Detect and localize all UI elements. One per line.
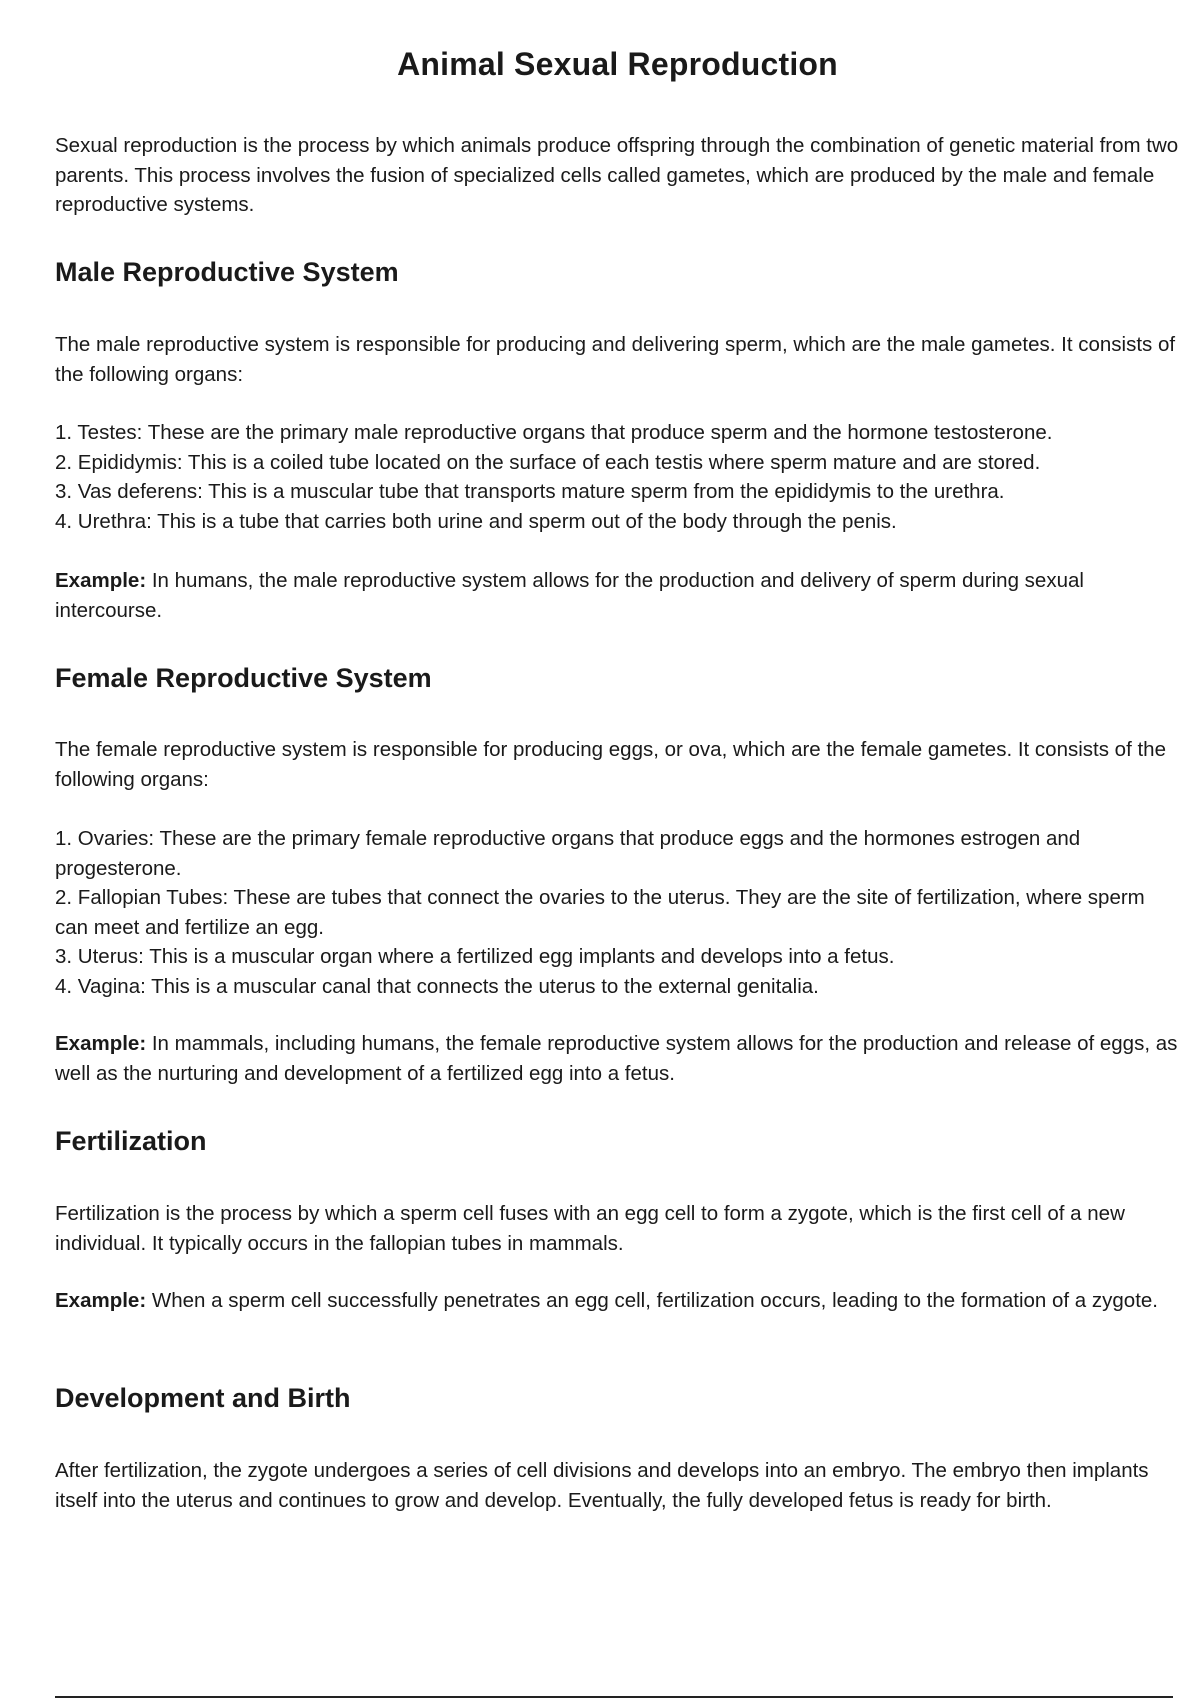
male-description: The male reproductive system is responsible for producing and delivering sperm, which are the male gametes. It consists of the following organs: [55,333,1176,386]
female-description: The female reproductive system is responsible for producing eggs, or ova, which are the female gametes. It consists of the following organs: [55,738,1166,791]
female-example [55,1029,1180,1088]
intro-paragraph: Sexual reproduction is the process by which animals produce offspring through the combination of genetic material from two parents. This process involves the fusion of specialized cells called gametes, which are produced by the male and female reproductive systems. [55,134,1179,216]
male-organs-list [55,418,1180,536]
fertilization-example [55,1286,1180,1316]
fertilization-description: Fertilization is the process by which a sperm cell fuses with an egg cell to form a zygote, which is the first cell of a new individual. It typically occurs in the fallopian tubes in mammals. [55,1202,1125,1255]
list-item: 3. Vas deferens: This is a muscular tube that transports mature sperm from the epididymis to the urethra. [55,480,1005,503]
development-heading: Development and Birth [55,1383,351,1413]
example-label: Example: [55,1032,147,1055]
male-section-heading: Male Reproductive System [55,257,399,287]
list-item: 2. Epididymis: This is a coiled tube located on the surface of each testis where sperm mature and are stored. [55,450,1041,474]
example-label: Example: [55,569,147,592]
list-item: 4. Urethra: This is a tube that carries both urine and sperm out of the body through the penis. [55,509,897,533]
list-item: 2. Fallopian Tubes: These are tubes that connect the ovaries to the uterus. They are the site of fertilization, where sperm can meet and fertilize an egg. [55,886,1145,939]
female-organs-list [55,824,1180,1001]
footer-divider [55,1696,1173,1698]
male-example [55,566,1180,625]
example-text: When a sperm cell successfully penetrates an egg cell, fertilization occurs, leading to the formation of a zygote. [146,1289,1159,1312]
female-section-heading: Female Reproductive System [55,663,432,693]
list-item: 3. Uterus: This is a muscular organ where a fertilized egg implants and develops into a fetus. [55,945,895,968]
list-item: 4. Vagina: This is a muscular canal that connects the uterus to the external genitalia. [55,974,819,998]
example-label: Example: [55,1289,147,1312]
development-description: After fertilization, the zygote undergoes a series of cell divisions and develops into an embryo. The embryo then implants itself into the uterus and continues to grow and develop. Eventually, the fully developed fetus is ready for birth. [55,1459,1149,1512]
page-title: Animal Sexual Reproduction [397,46,838,82]
list-item: 1. Ovaries: These are the primary female reproductive organs that produce eggs and the hormones estrogen and progesterone. [55,827,1081,880]
fertilization-heading: Fertilization [55,1126,207,1156]
example-text: In humans, the male reproductive system allows for the production and delivery of sperm during sexual intercourse. [55,569,1084,622]
list-item: 1. Testes: These are the primary male reproductive organs that produce sperm and the hormone testosterone. [55,421,1053,444]
example-text: In mammals, including humans, the female reproductive system allows for the production and release of eggs, as well as the nurturing and development of a fertilized egg into a fetus. [55,1032,1178,1085]
